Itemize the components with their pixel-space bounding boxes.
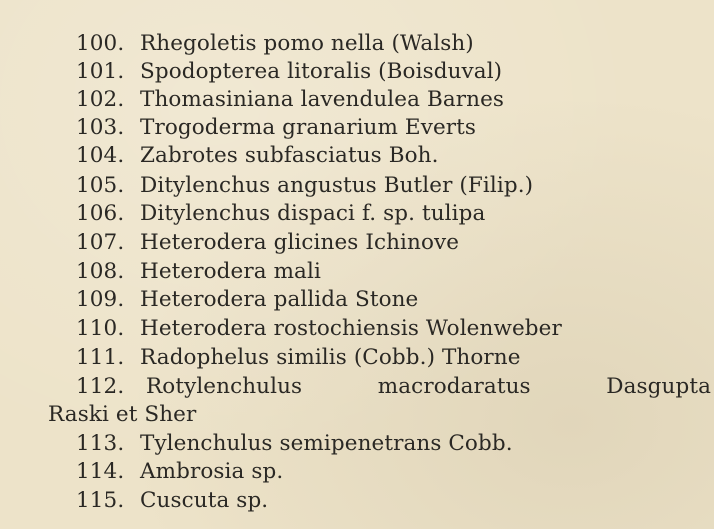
item-number: 105. — [76, 173, 125, 198]
item-number: 110. — [76, 316, 125, 341]
item-number: 109. — [76, 287, 125, 312]
item-number: 102. — [76, 87, 125, 112]
item-name: Cuscuta sp. — [140, 488, 269, 513]
item-name: Trogoderma granarium Everts — [140, 115, 477, 140]
item-name: Ditylenchus dispaci f. sp. tulipa — [140, 201, 486, 226]
item-name: Thomasiniana lavendulea Barnes — [140, 87, 505, 112]
item-number: 113. — [76, 431, 125, 456]
item-number: 114. — [76, 459, 125, 484]
item-name: Radophelus similis (Cobb.) Thorne — [140, 345, 521, 370]
item-number: 111. — [76, 345, 125, 370]
item-name: Zabrotes subfasciatus Boh. — [140, 143, 439, 168]
item-name: Heterodera rostochiensis Wolenweber — [140, 316, 562, 341]
item-name: Heterodera pallida Stone — [140, 287, 419, 312]
item-name-continuation: Raski et Sher — [48, 402, 197, 427]
item-name: Rotylenchulus macrodaratus Dasgupta — [146, 374, 711, 399]
item-number: 103. — [76, 115, 125, 140]
item-number: 112. — [76, 374, 125, 399]
item-number: 101. — [76, 59, 125, 84]
item-number: 108. — [76, 259, 125, 284]
item-name: Spodopterea litoralis (Boisduval) — [140, 59, 503, 84]
item-number: 104. — [76, 143, 125, 168]
item-number: 115. — [76, 488, 125, 513]
item-number: 106. — [76, 201, 125, 226]
item-name: Heterodera glicines Ichinove — [140, 230, 460, 255]
item-name: Rhegoletis pomo nella (Walsh) — [140, 31, 474, 56]
item-name: Ambrosia sp. — [140, 459, 284, 484]
item-number: 107. — [76, 230, 125, 255]
item-name: Heterodera mali — [140, 259, 321, 284]
item-name: Ditylenchus angustus Butler (Filip.) — [140, 173, 534, 198]
item-number: 100. — [76, 31, 125, 56]
item-name: Tylenchulus semipenetrans Cobb. — [140, 431, 513, 456]
